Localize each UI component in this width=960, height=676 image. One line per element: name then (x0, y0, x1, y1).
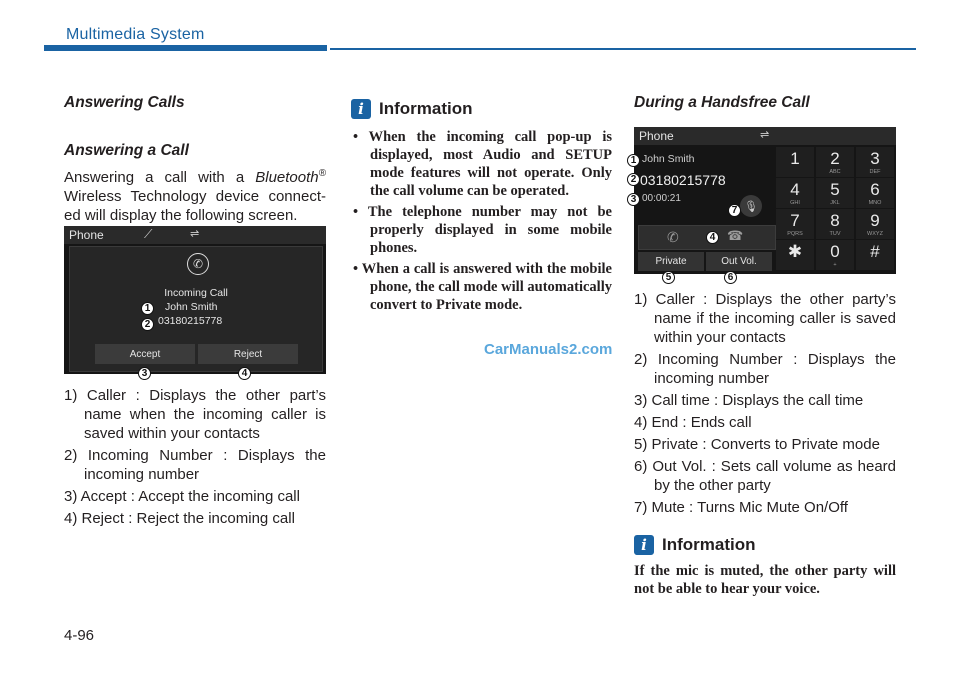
caller-name: John Smith (642, 153, 695, 165)
callout-2: 2 (141, 318, 154, 331)
list-item: • When a call is answered with the mobile phone, the call mode will automatically convert to Private mode. (353, 261, 612, 313)
info-bullets (353, 128, 612, 317)
header-rule-thick (44, 45, 327, 51)
keypad-key[interactable]: 7 PQRS (776, 209, 814, 239)
incoming-call-popup (69, 246, 323, 372)
screen-title: Phone (639, 129, 674, 143)
callout-3: 3 (627, 193, 640, 206)
keypad-key[interactable]: 8 TUV (816, 209, 854, 239)
private-button[interactable]: Private (638, 252, 704, 271)
heading-handsfree-call: During a Handsfree Call (634, 94, 810, 111)
phone-off-icon: ✆ (667, 229, 679, 245)
section-title: Multimedia System (66, 26, 205, 43)
list-item: 1) Caller : Displays the other party’s name if the incoming caller is saved within your contacts (634, 291, 896, 346)
header-rule-thin (330, 48, 916, 50)
keypad-key[interactable]: 3 DEF (856, 147, 894, 177)
usb-icon: ⇌ (190, 228, 200, 240)
info-heading-2: i Information (634, 535, 756, 555)
callout-6: 6 (724, 271, 737, 284)
caller-number: 03180215778 (640, 172, 726, 188)
info-heading: i Information (351, 99, 473, 119)
keypad-key[interactable]: 6 MNO (856, 178, 894, 208)
keypad-key[interactable]: 2 ABC (816, 147, 854, 177)
reject-button[interactable]: Reject (198, 344, 298, 364)
heading-answering-a-call: Answering a Call (64, 142, 189, 159)
intro-paragraph: Answering a call with a Bluetooth® Wireless Technology device connect-ed will display the following screen. (64, 168, 326, 224)
col1-item-list (64, 386, 326, 531)
dial-keypad (776, 147, 894, 271)
caller-name: John Smith (165, 301, 218, 313)
watermark: CarManuals2.com (484, 341, 613, 358)
list-item: 4) Reject : Reject the incoming call (64, 510, 295, 527)
list-item: 4) End : Ends call (634, 414, 752, 431)
callout-1: 1 (627, 154, 640, 167)
accept-button[interactable]: Accept (95, 344, 195, 364)
heading-answering-calls: Answering Calls (64, 94, 185, 111)
phone-icon: ✆ (187, 253, 209, 275)
callout-1: 1 (141, 302, 154, 315)
end-call-icon[interactable]: ☎ (727, 228, 744, 243)
list-item: 5) Private : Converts to Private mode (634, 436, 880, 453)
handsfree-call-screen (630, 127, 896, 274)
list-item: • When the incoming call pop-up is displayed, most Audio and SETUP mode features will not operate. Only the call volume can be operated. (353, 129, 612, 199)
list-item: • The telephone number may not be properly displayed in some mobile phones. (353, 204, 612, 256)
list-item: 7) Mute : Turns Mic Mute On/Off (634, 499, 848, 516)
page-number: 4-96 (64, 627, 95, 644)
out-vol-button[interactable]: Out Vol. (706, 252, 772, 271)
callout-2: 2 (627, 173, 640, 186)
list-item: 6) Out Vol. : Sets call volume as heard by the other party (634, 458, 896, 494)
list-item: 2) Incoming Number : Displays the incoming number (634, 351, 896, 387)
mic-mute-icon[interactable]: 🎙 (740, 195, 762, 217)
keypad-key[interactable]: ✱ (776, 240, 814, 270)
keypad-key[interactable]: 1 (776, 147, 814, 177)
signal-icon: ⟋ (144, 227, 153, 241)
callout-7: 7 (728, 204, 741, 217)
callout-5: 5 (662, 271, 675, 284)
incoming-call-screen (64, 226, 326, 374)
keypad-key[interactable]: 9 WXYZ (856, 209, 894, 239)
callout-3: 3 (138, 367, 151, 380)
call-time: 00:00:21 (642, 193, 681, 204)
info-icon: i (634, 535, 654, 555)
keypad-key[interactable]: 0 + (816, 240, 854, 270)
keypad-key[interactable]: 5 JKL (816, 178, 854, 208)
mute-info-text: If the mic is muted, the other party will not be able to hear your voice. (634, 563, 896, 597)
bluetooth-brand: Bluetooth (255, 169, 319, 186)
keypad-key[interactable]: # (856, 240, 894, 270)
col3-item-list (634, 290, 896, 520)
screen-title: Phone (69, 228, 104, 242)
usb-icon: ⇌ (760, 129, 770, 141)
callout-4: 4 (706, 231, 719, 244)
list-item: 2) Incoming Number : Displays the incoming number (64, 447, 326, 483)
list-item: 3) Accept : Accept the incoming call (64, 488, 300, 505)
callout-4: 4 (238, 367, 251, 380)
incoming-call-label: Incoming Call (164, 287, 228, 299)
list-item: 3) Call time : Displays the call time (634, 392, 864, 409)
list-item: 1) Caller : Displays the other part’s name when the incoming caller is saved within your contacts (64, 387, 326, 442)
caller-number: 03180215778 (158, 315, 223, 327)
info-icon: i (351, 99, 371, 119)
keypad-key[interactable]: 4 GHI (776, 178, 814, 208)
